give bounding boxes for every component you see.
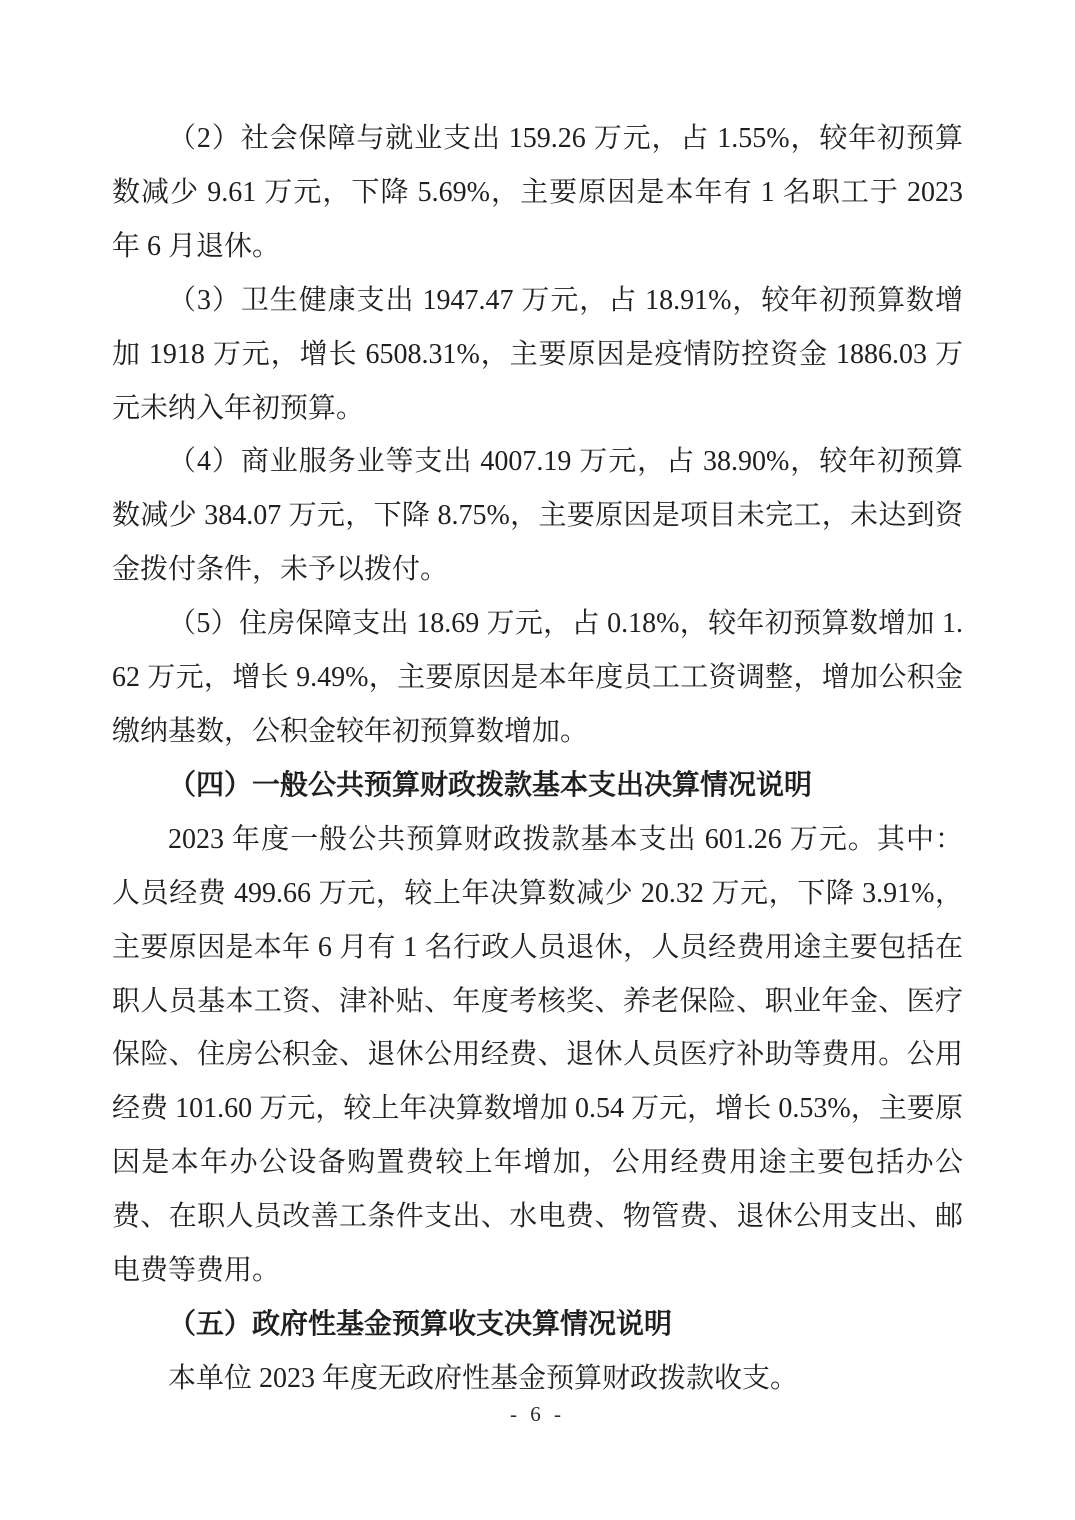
section-heading-basic-expenditure: （四）一般公共预算财政拨款基本支出决算情况说明 bbox=[168, 769, 813, 801]
paragraph-basic-expenditure-detail: 2023 年度一般公共预算财政拨款基本支出 601.26 万元。其中：人员经费 499.66 万元，较上年决算数减少 20.32 万元，下降 3.91%，主要原因是本年 6 月有 1 名行政人员退休，人员经费用途主要包括在职人员基本工资、津补贴、年度考核奖、养老保险、职业年金、医疗保险、住房公积金、退休公用经费、退休人员医疗补助等费用。公用经费 101.60 万元，较上年决算数增加 0.54 万元，增长 0.53%，主要原因是本年办公设备购置费较上年增加，公用经费用途主要包括办公费、在职人员改善工条件支出、水电费、物管费、退休公用支出、邮电费等费用。 bbox=[112, 823, 963, 1287]
paragraph-government-fund-detail: 本单位 2023 年度无政府性基金预算财政拨款收支。 bbox=[168, 1362, 799, 1394]
paragraph-social-security-expense: （2）社会保障与就业支出 159.26 万元，占 1.55%，较年初预算数减少 9.61 万元，下降 5.69%，主要原因是本年有 1 名职工于 2023 年 6 月退休。 bbox=[112, 123, 963, 262]
section-heading-government-fund: （五）政府性基金预算收支决算情况说明 bbox=[168, 1308, 673, 1340]
paragraph-health-expense: （3）卫生健康支出 1947.47 万元，占 18.91%，较年初预算数增加 1918 万元，增长 6508.31%，主要原因是疫情防控资金 1886.03 万元未纳入年初预算。 bbox=[112, 284, 963, 424]
page-number: - 6 - bbox=[510, 1402, 565, 1426]
page-body-text bbox=[112, 112, 963, 1406]
paragraph-housing-security-expense: （5）住房保障支出 18.69 万元，占 0.18%，较年初预算数增加 1.62 万元，增长 9.49%，主要原因是本年度员工工资调整，增加公积金缴纳基数，公积金较年初预算数增加。 bbox=[112, 608, 963, 747]
paragraph-commercial-services-expense: （4）商业服务业等支出 4007.19 万元，占 38.90%，较年初预算数减少 384.07 万元，下降 8.75%，主要原因是项目未完工，未达到资金拨付条件，未予以拨付。 bbox=[112, 446, 963, 586]
